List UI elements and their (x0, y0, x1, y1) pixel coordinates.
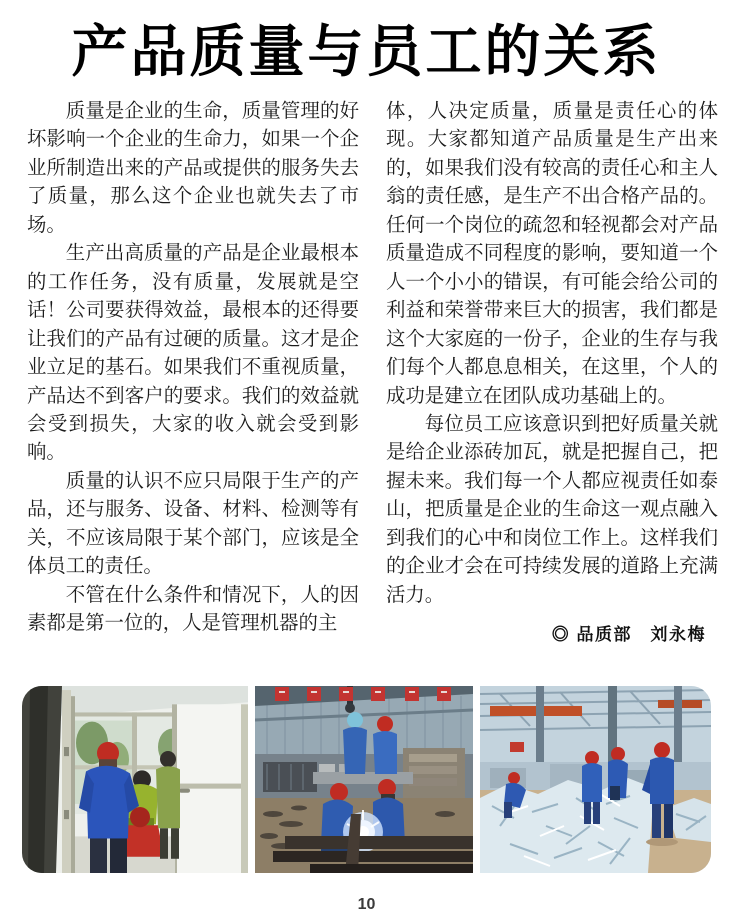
steel-yard-illustration (480, 686, 711, 873)
paragraph-2: 生产出高质量的产品是企业最根本的工作任务，没有质量，发展就是空话！公司要获得效益，最根本的还得要让我们的产品有过硬的质量。这才是企业立足的基石。如果我们不重视质量，产品达不到客户的要求。我们的效益就会受到损失，大家的收入就会受到影响。 (27, 242, 359, 464)
paragraph-5: 每位员工应该意识到把好质量关就是给企业添砖加瓦，就是把握自己，把握未来。我们每一个人都应视责任如泰山，把质量是企业的生命这一观点融入到我们的心中和岗位工作上。这样我们的企业才会在可持续发展的道路上充满活力。 (386, 412, 718, 606)
paragraph-4-start: 不管在什么条件和情况下，人的因素都是第一位的，人是管理机器的主 (27, 583, 359, 635)
gatehouse-illustration (22, 686, 248, 873)
workers-welding-steel-photo (255, 686, 473, 873)
galvanized-steel-yard-photo (480, 686, 711, 873)
left-column (27, 97, 359, 638)
paragraph-3: 质量的认识不应只局限于生产的产品，还与服务、设备、材料、检测等有关，不应该局限于某个部门，应该是全体员工的责任。 (27, 469, 359, 578)
paragraph-4-continued: 体，人决定质量，质量是责任心的体现。大家都知道产品质量是生产出来的，如果我们没有较高的责任心和主人翁的责任感，是生产不出合格产品的。任何一个岗位的疏忽和轻视都会对产品质量造成不同程度的影响，要知道一个人一个小小的错误，有可能会给公司的利益和荣誉带来巨大的损害，我们都是这个大家庭的一份子，企业的生存与我们每个人都息息相关，在这里，个人的成功是建立在团队成功基础上的。 (386, 100, 718, 407)
right-column (386, 97, 718, 650)
page-title: 产品质量与员工的关系 (71, 20, 662, 83)
welding-illustration (255, 686, 473, 873)
byline: ◎ 品质部 刘永梅 (551, 625, 706, 645)
page-number: 10 (357, 896, 376, 910)
security-gatehouse-inspection-photo (22, 686, 248, 873)
paragraph-1: 质量是企业的生命，质量管理的好坏影响一个企业的生命力，如果一个企业所制造出来的产品或提供的服务失去了质量，那么这个企业也就失去了市场。 (27, 100, 359, 236)
photo-strip (22, 686, 711, 873)
